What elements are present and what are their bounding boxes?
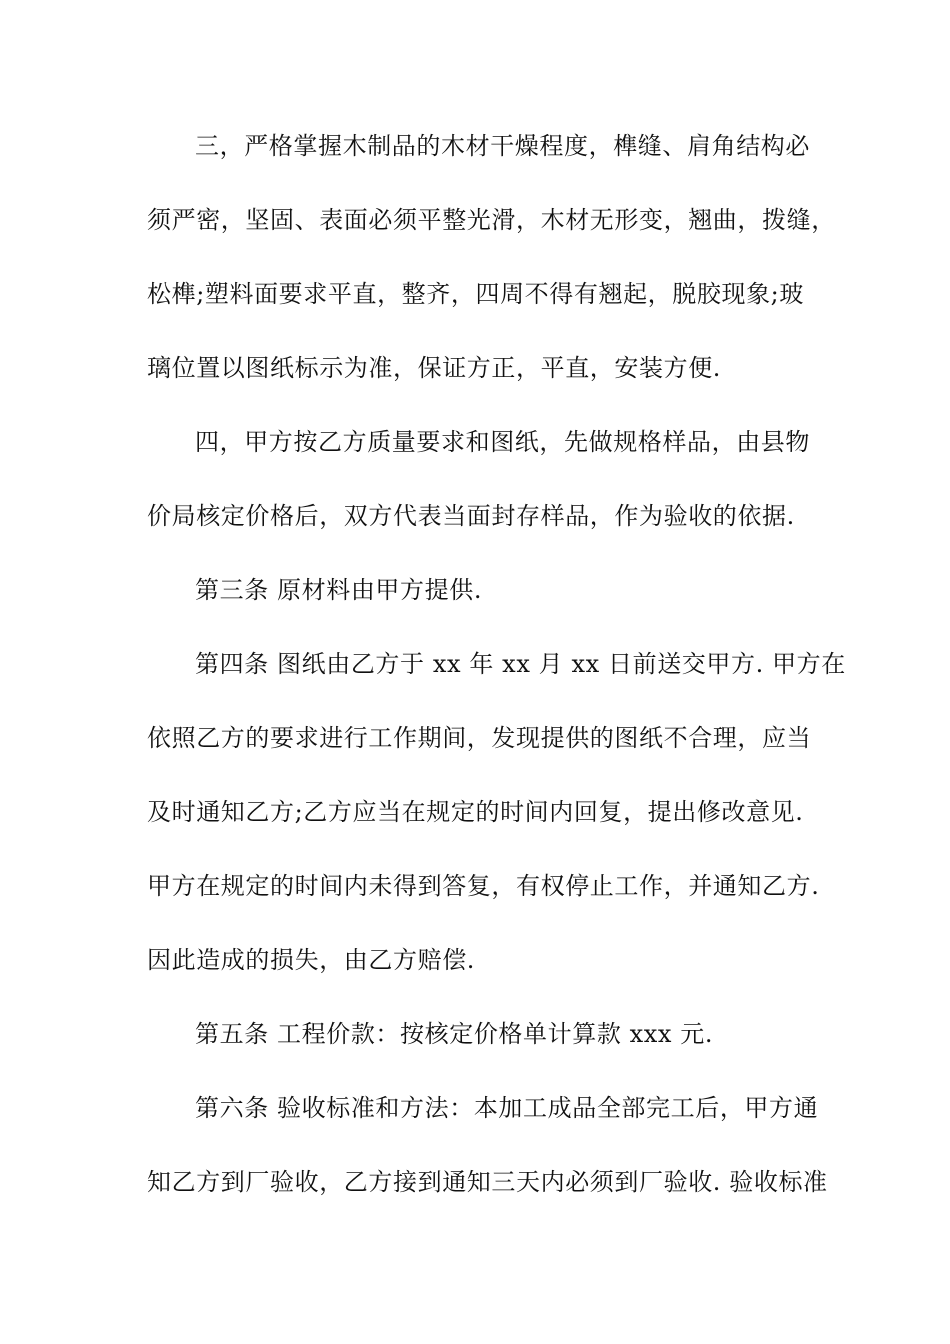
contract-body [147, 128, 846, 1238]
paragraph-line: 三，严格掌握木制品的木材干燥程度，榫缝、肩角结构必 [195, 132, 810, 160]
paragraph-line: 依照乙方的要求进行工作期间，发现提供的图纸不合理，应当 [147, 724, 812, 752]
paragraph-line: 松榫;塑料面要求平直，整齐，四周不得有翘起，脱胶现象;玻 [147, 280, 804, 308]
paragraph-line: 甲方在规定的时间内未得到答复，有权停止工作，并通知乙方. [147, 872, 820, 900]
paragraph-line: 知乙方到厂验收，乙方接到通知三天内必须到厂验收. 验收标准 [147, 1168, 828, 1196]
article-four-line: 第四条 图纸由乙方于 xx 年 xx 月 xx 日前送交甲方. 甲方在 [195, 650, 846, 678]
paragraph-line: 价局核定价格后，双方代表当面封存样品，作为验收的依据. [147, 502, 795, 530]
article-three-line: 第三条 原材料由甲方提供. [195, 576, 483, 604]
paragraph-line: 璃位置以图纸标示为准，保证方正，平直，安装方便. [147, 354, 722, 382]
article-six-line: 第六条 验收标准和方法：本加工成品全部完工后，甲方通 [195, 1094, 819, 1122]
paragraph-line: 因此造成的损失，由乙方赔偿. [147, 946, 476, 974]
paragraph-line: 须严密，坚固、表面必须平整光滑，木材无形变，翘曲，拨缝， [147, 206, 836, 234]
article-five-line: 第五条 工程价款：按核定价格单计算款 xxx 元. [195, 1020, 714, 1048]
paragraph-line: 四，甲方按乙方质量要求和图纸，先做规格样品，由县物 [195, 428, 810, 456]
paragraph-line: 及时通知乙方;乙方应当在规定的时间内回复，提出修改意见. [147, 798, 804, 826]
